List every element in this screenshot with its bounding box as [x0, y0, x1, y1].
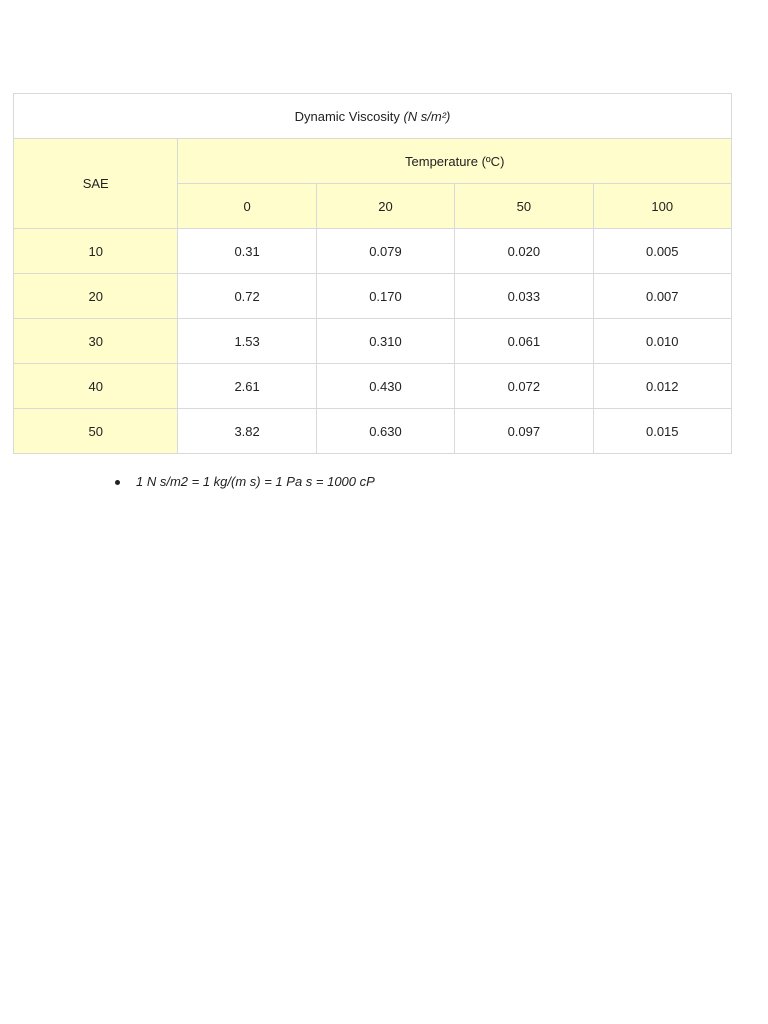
table-row: [14, 409, 732, 454]
viscosity-cell: 0.007: [593, 274, 731, 319]
table-title-text: Dynamic Viscosity: [294, 108, 404, 124]
sae-header: SAE: [14, 139, 178, 229]
viscosity-cell: 0.72: [178, 274, 316, 319]
bullet-icon: [115, 480, 120, 485]
viscosity-cell: 0.061: [455, 319, 593, 364]
viscosity-cell: 0.072: [455, 364, 593, 409]
header-row: [14, 139, 732, 184]
viscosity-cell: 0.630: [316, 409, 454, 454]
viscosity-cell: 0.015: [593, 409, 731, 454]
viscosity-cell: 0.097: [455, 409, 593, 454]
viscosity-cell: 1.53: [178, 319, 316, 364]
table-row: [14, 319, 732, 364]
sae-grade-cell: 20: [14, 274, 178, 319]
viscosity-cell: 2.61: [178, 364, 316, 409]
table-title: [14, 94, 732, 139]
title-row: [14, 94, 732, 139]
viscosity-cell: 0.012: [593, 364, 731, 409]
table-row: [14, 364, 732, 409]
table-row: [14, 274, 732, 319]
sae-grade-cell: 50: [14, 409, 178, 454]
sae-grade-cell: 40: [14, 364, 178, 409]
viscosity-cell: 0.310: [316, 319, 454, 364]
viscosity-cell: 0.010: [593, 319, 731, 364]
temperature-cell: 20: [316, 184, 454, 229]
temperature-cell: 100: [593, 184, 731, 229]
viscosity-table: [13, 93, 732, 454]
viscosity-cell: 0.079: [316, 229, 454, 274]
temperature-cell: 50: [455, 184, 593, 229]
table-title-units: (N s/m²): [403, 108, 451, 124]
unit-conversion-note: 1 N s/m2 = 1 kg/(m s) = 1 Pa s = 1000 cP: [136, 474, 375, 489]
temperature-header: Temperature (ºC): [178, 139, 732, 184]
viscosity-cell: 0.430: [316, 364, 454, 409]
list-item: [115, 474, 375, 489]
table-row: [14, 229, 732, 274]
sae-grade-cell: 10: [14, 229, 178, 274]
viscosity-cell: 0.020: [455, 229, 593, 274]
viscosity-cell: 0.170: [316, 274, 454, 319]
viscosity-cell: 0.31: [178, 229, 316, 274]
viscosity-cell: 3.82: [178, 409, 316, 454]
viscosity-cell: 0.005: [593, 229, 731, 274]
viscosity-cell: 0.033: [455, 274, 593, 319]
unit-note-list: [115, 474, 375, 489]
sae-grade-cell: 30: [14, 319, 178, 364]
temperature-cell: 0: [178, 184, 316, 229]
